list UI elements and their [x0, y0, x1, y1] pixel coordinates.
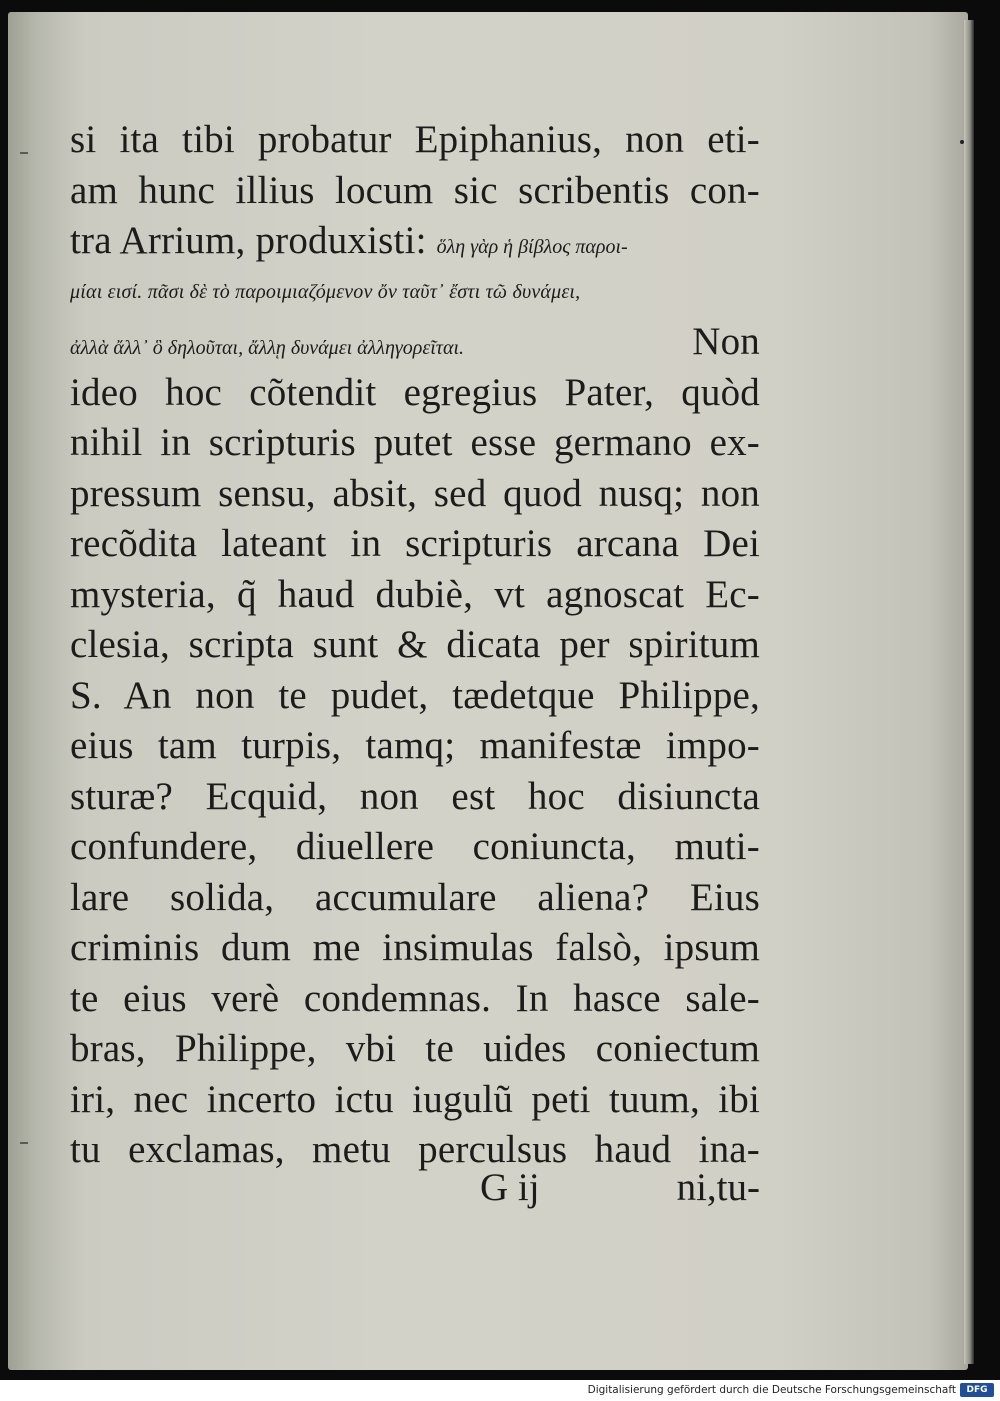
text-line-20: iri, nec incerto ictu iugulũ peti tuum, ibi: [70, 1077, 760, 1121]
page-edge: [964, 20, 974, 1364]
text-line-17: criminis dum me insimulas falsò, ipsum: [70, 926, 760, 969]
text-line-10: mysteria, q̃ haud dubiè, vt agnoscat Ec-: [70, 572, 760, 616]
text-line-18: te eius verè condemnas. In hasce sale-: [70, 976, 760, 1020]
text-line-15: confundere, diuellere coniuncta, muti-: [70, 825, 760, 868]
footer-credit: Digitalisierung gefördert durch die Deutsche Forschungsgemeinschaft: [587, 1384, 956, 1396]
catchword: ni,tu-: [676, 1166, 760, 1209]
dfg-logo-icon: DFG: [960, 1383, 994, 1397]
text-line-9: recõdita lateant in scripturis arcana Dei: [70, 522, 760, 565]
margin-dot: [960, 140, 964, 144]
text-line-6: ideo hoc cõtendit egregius Pater, quòd: [70, 370, 760, 414]
text-line-12: S. An non te pudet, tædetque Philippe,: [70, 673, 760, 717]
word-non: Non: [692, 320, 760, 363]
greek-quote-start: ὅλη γὰρ ἡ βίβλος παροι-: [436, 236, 628, 258]
gutter-mark: [20, 152, 28, 154]
signature-mark: G ij: [480, 1166, 540, 1209]
text-line-14: sturæ? Ecquid, non est hoc disiuncta: [70, 774, 760, 818]
text-line-13: eius tam turpis, tamq; manifestæ impo-: [70, 724, 760, 767]
text-line-19: bras, Philippe, vbi te uides coniectum: [70, 1027, 760, 1070]
text-line-7: nihil in scripturis putet esse germano ex-: [70, 421, 760, 464]
text-line-16: lare solida, accumulare aliena? Eius: [70, 875, 760, 919]
text-line-3: [70, 216, 760, 267]
text-line-3-latin: tra Arrium, produxisti:: [70, 219, 427, 262]
text-line-8: pressum sensu, absit, sed quod nusq; non: [70, 471, 760, 515]
page-text-block: [70, 115, 760, 1176]
gutter-mark: [20, 1142, 28, 1144]
greek-line-2: ἀλλὰ ἄλλ᾽ ὃ δηλοῦται, ἄλλῃ δυνάμει ἀλληγορεῖται.: [70, 337, 465, 359]
greek-line-2-container: [70, 317, 760, 368]
text-line-1: si ita tibi probatur Epiphanius, non eti-: [70, 118, 760, 161]
text-line-21: tu exclamas, metu perculsus haud ina-: [70, 1128, 760, 1171]
footer-bar: [0, 1380, 1000, 1401]
text-line-11: clesia, scripta sunt & dicata per spiritum: [70, 623, 760, 666]
text-line-2: am hunc illius locum sic scribentis con-: [70, 168, 760, 212]
greek-line-1: μίαι εισί. πᾶσι δὲ τὸ παροιμιαζόμενον ὄν ταῦτ᾽ ἔστι τῶ δυνάμει,: [70, 280, 581, 303]
